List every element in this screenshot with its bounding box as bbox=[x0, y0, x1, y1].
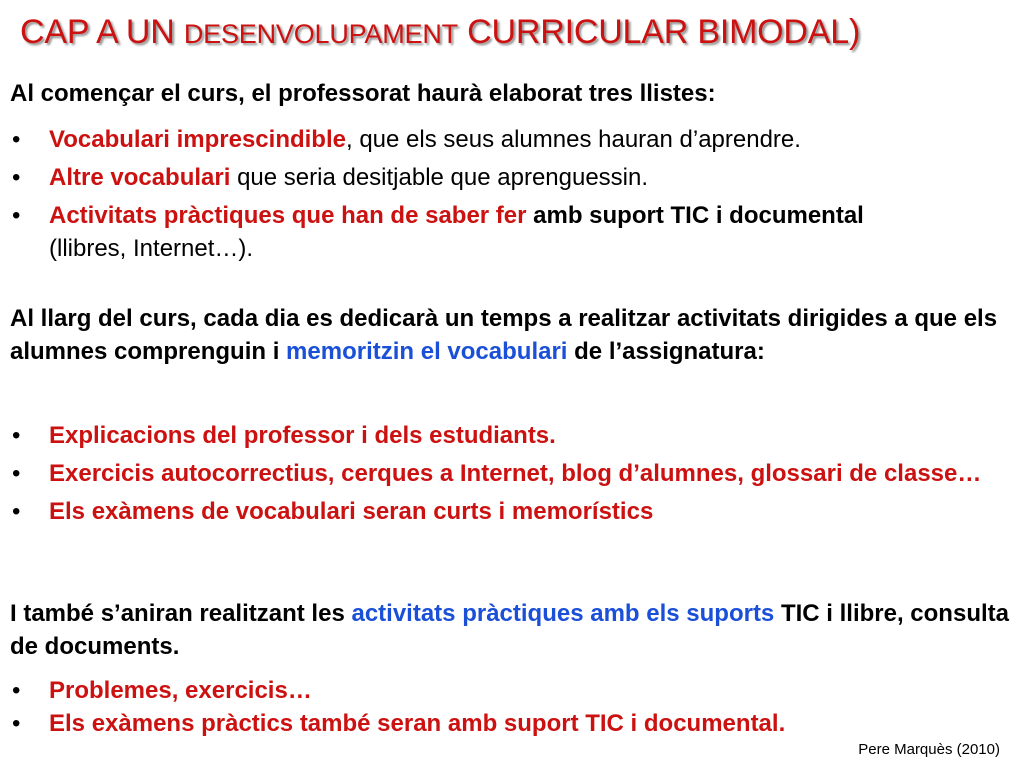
title-part-3: CURRICULAR BIMODAL) bbox=[457, 13, 861, 51]
bullet: • bbox=[12, 710, 21, 737]
list-item bbox=[10, 495, 1015, 528]
bullet: • bbox=[12, 422, 21, 449]
list-item bbox=[10, 457, 1015, 490]
author-credit: Pere Marquès (2010) bbox=[858, 741, 1000, 758]
section-2-text: Al llarg del curs, cada dia es dedicarà un temps a realitzar activitats dirigides a que els alumnes comprenguin i bbox=[10, 305, 998, 365]
list-item-text: Problemes, exercicis… bbox=[49, 677, 312, 704]
list-item-text: Els exàmens de vocabulari seran curts i memorístics bbox=[49, 498, 654, 525]
bullet: • bbox=[12, 677, 21, 704]
section-3-paragraph bbox=[10, 597, 1010, 663]
list-item-text: Exercicis autocorrectius, cerques a Internet, blog d’alumnes, glossari de classe… bbox=[49, 460, 982, 487]
list-item-text: , que els seus alumnes hauran d’aprendre. bbox=[345, 126, 801, 153]
list-item bbox=[10, 674, 1015, 707]
list-item-text: que seria desitjable que aprenguessin. bbox=[230, 164, 649, 191]
list-item-text: (llibres, Internet…). bbox=[49, 235, 254, 262]
list-item-text: Els exàmens pràctics també seran amb suport TIC i documental. bbox=[49, 710, 786, 737]
section-3-text: I també s’aniran realitzant les bbox=[10, 600, 352, 627]
list-item-highlight: Altre vocabulari bbox=[49, 164, 231, 191]
list-item-text: Explicacions del professor i dels estudiants. bbox=[49, 422, 556, 449]
list-item bbox=[10, 199, 1015, 265]
section-3-highlight: activitats pràctiques amb els suports bbox=[351, 600, 775, 627]
slide-title bbox=[20, 10, 860, 56]
list-item-bold: amb suport TIC i documental bbox=[526, 202, 864, 229]
list-item-highlight: Vocabulari imprescindible bbox=[49, 126, 346, 153]
section-2-paragraph bbox=[10, 302, 1010, 368]
title-part-1: CAP A UN bbox=[20, 13, 184, 51]
title-part-2: DESENVOLUPAMENT bbox=[183, 19, 458, 49]
bullet: • bbox=[12, 202, 21, 229]
bullet: • bbox=[12, 498, 21, 525]
bullet: • bbox=[12, 164, 21, 191]
list-item-highlight: Activitats pràctiques que han de saber fer bbox=[49, 202, 527, 229]
bullet: • bbox=[12, 460, 21, 487]
list-item bbox=[10, 161, 1015, 194]
list-three-lists bbox=[10, 123, 1015, 265]
list-item bbox=[10, 419, 1015, 452]
section-3-text-end: TIC i llibre, consulta de documents. bbox=[10, 600, 1009, 660]
section-2-text-end: de l’assignatura: bbox=[567, 338, 765, 365]
bullet: • bbox=[12, 126, 21, 153]
list-activities bbox=[10, 419, 1015, 528]
intro-paragraph: Al començar el curs, el professorat haurà elaborat tres llistes: bbox=[10, 80, 716, 107]
list-item bbox=[10, 123, 1015, 156]
list-practical bbox=[10, 674, 1015, 740]
section-2-highlight: memoritzin el vocabulari bbox=[286, 338, 568, 365]
list-item bbox=[10, 707, 1015, 740]
